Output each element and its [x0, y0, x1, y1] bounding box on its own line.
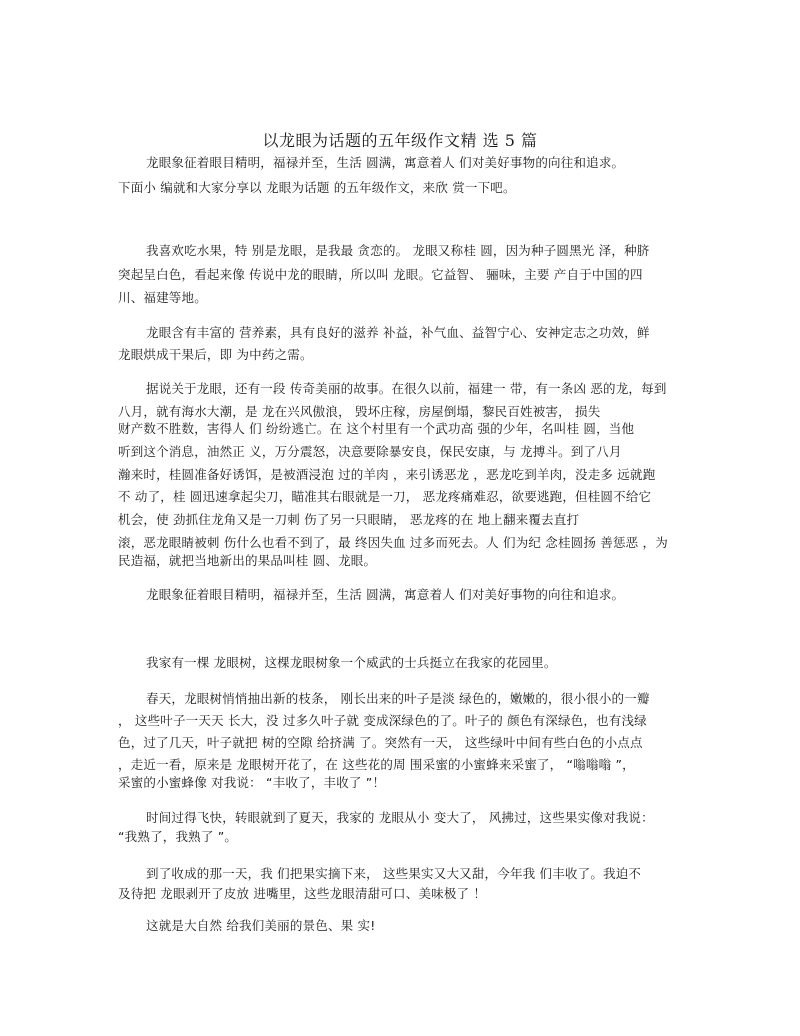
- essay2-p4-line: 到了收成的那一天，我 们把果实摘下来， 这些果实又大又甜，今年我 们丰收了。我迫不: [146, 866, 642, 881]
- essay2-p5-line: 这就是大自然 给我们美丽的景色、果 实!: [146, 918, 376, 933]
- essay2-p2-line: ，走近一看，原来是 龙眼树开花了，在 这些花的周 围采蜜的小蜜蜂来采蜜了， “嗡嗡嗡 ”，: [118, 757, 635, 772]
- essay1-p3-line: 滚，恶龙眼睛被刺 伤什么也看不到了，最 终因失血 过多而死去。人 们为纪 念桂圆扬 善惩恶 ，为: [118, 535, 668, 550]
- intro-line: 龙眼象征着眼目精明，福禄并至，生活 圆满，寓意着人 们对美好事物的向往和追求。: [146, 155, 625, 170]
- essay2-p2-line: ， 这些叶子一天天 长大，没 过多久叶子就 变成深绿色的了。叶子的 颜色有深绿色，也有浅绿: [118, 713, 647, 728]
- essay1-p2-line: 龙眼含有丰富的 营养素，具有良好的滋养 补益，补气血、益智宁心、安神定志之功效，鲜: [146, 325, 650, 340]
- intro-line: 下面小 编就和大家分享以 龙眼为话题 的五年级作文，来欣 赏一下吧。: [118, 180, 516, 195]
- essay1-p3-line: 瀚来时，桂圆准备好诱饵，是被酒浸泡 过的羊肉 ，来引诱恶龙 ，恶龙吃到羊肉，没走多 远就跑: [118, 467, 656, 482]
- essay1-p4-line: 龙眼象征着眼目精明，福禄并至，生活 圆满，寓意着人 们对美好事物的向往和追求。: [146, 587, 625, 602]
- essay1-p1-line: 突起呈白色，看起来像 传说中龙的眼睛，所以叫 龙眼。它益智、 骊味，主要 产自于中国的四: [118, 267, 643, 282]
- essay2-p3-line: 时间过得飞快，转眼就到了夏天，我家的 龙眼从小 变大了， 风拂过，这些果实像对我说：: [146, 810, 654, 825]
- essay2-p4-line: 及待把 龙眼剥开了皮放 进嘴里，这些龙眼清甜可口、美味极了 ！: [118, 886, 487, 901]
- essay1-p3-line: 据说关于龙眼，还有一段 传奇美丽的故事。在很久以前，福建一 带，有一条凶 恶的龙，每到: [146, 381, 667, 396]
- essay1-p3-line: 八月，就有海水大潮，是 龙在兴风傲浪， 毁坏庄稼，房屋倒塌，黎民百姓被害， 损失: [118, 404, 601, 419]
- essay1-p3-line: 听到这个消息，油然正 义，万分震怒，决意要除暴安良，保民安康，与 龙搏斗。到了八月: [118, 444, 622, 459]
- essay1-p3-line: 机会，使 劲抓住龙角又是一刀刺 伤了另一只眼睛， 恶龙疼的在 地上翻来覆去直打: [118, 512, 580, 527]
- essay1-p1-line: 川、福建等地。: [118, 290, 207, 305]
- essay1-p2-line: 龙眼烘成干果后，即 为中药之需。: [118, 347, 313, 362]
- essay2-p2-line: 采蜜的小蜜蜂像 对我说： “丰收了，丰收了 ”！: [118, 775, 386, 790]
- essay1-p3-line: 财产数不胜数，害得人 们 纷纷逃亡。在 这个村里有一个武功高 强的少年，名叫桂 圆，当他: [118, 421, 635, 436]
- page-title: 以龙眼为话题的五年级作文精 选 5 篇: [262, 131, 538, 150]
- essay2-p2-line: 春天，龙眼树悄悄抽出新的枝条， 刚长出来的叶子是淡 绿色的，嫩嫩的，很小很小的一瓣: [146, 691, 650, 706]
- essay1-p1-line: 我喜欢吃水果，特 别是龙眼，是我最 贪恋的。 龙眼又称桂 圆，因为种子圆黑光 泽，种脐: [146, 243, 650, 258]
- essay2-p1-line: 我家有一棵 龙眼树，这棵龙眼树象一个威武的士兵挺立在我家的花园里。: [146, 655, 557, 670]
- essay1-p3-line: 不 动了，桂 圆迅速拿起尖刀，瞄准其右眼就是一刀， 恶龙疼痛难忍，欲要逃跑，但桂圆不给它: [118, 489, 652, 504]
- essay2-p2-line: 色，过了几天，叶子就把 树的空隙 给挤满 了。突然有一天， 这些绿叶中间有些白色的小点点: [118, 735, 643, 750]
- essay1-p3-line: 民造福，就把当地新出的果品叫桂 圆、龙眼。: [118, 553, 377, 568]
- essay2-p3-line: “我熟了，我熟了 ”。: [118, 829, 238, 844]
